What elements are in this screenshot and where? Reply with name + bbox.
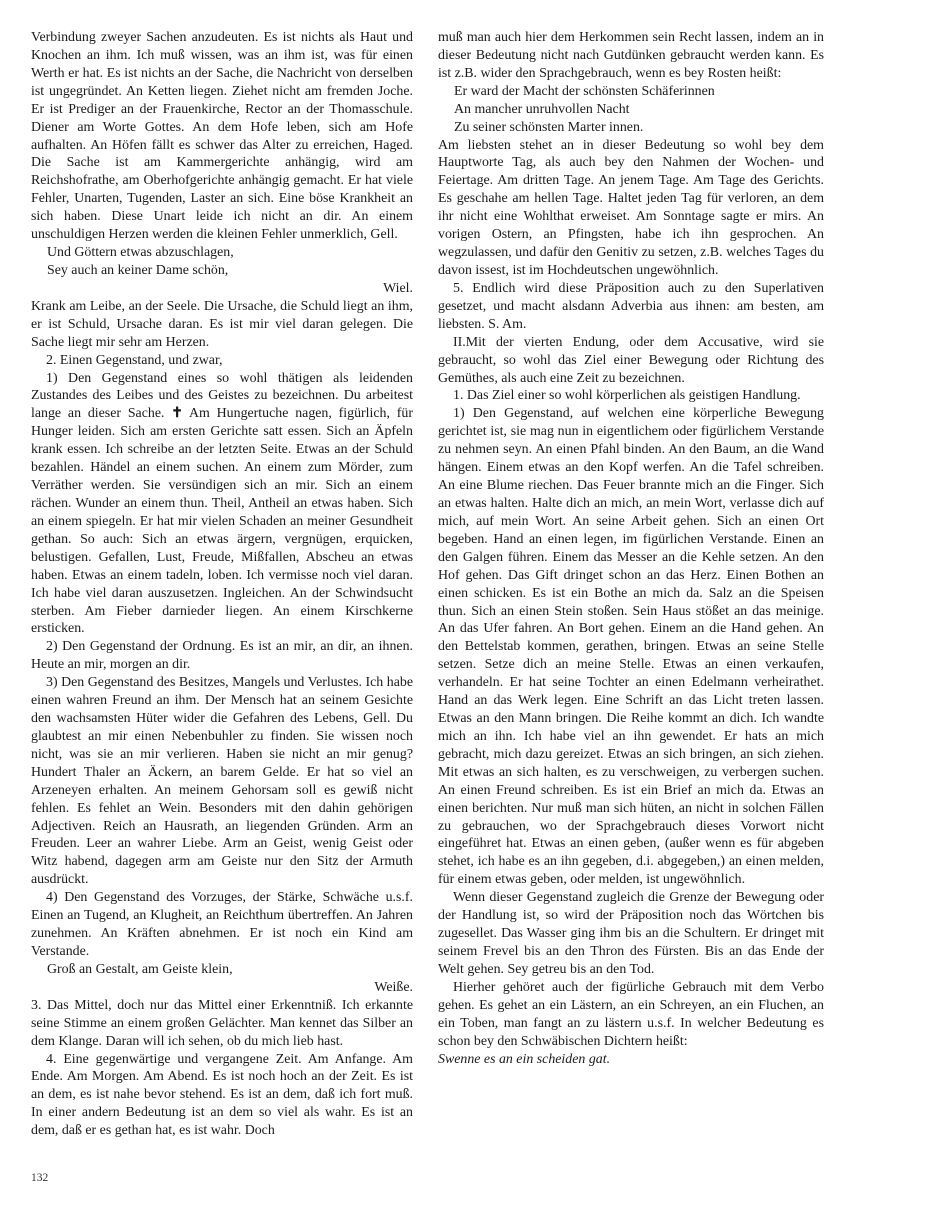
paragraph [438,979,824,1069]
verse-line: Sey auch an keiner Dame schön, [47,262,229,278]
right-column [438,29,824,1068]
page-number: 132 [31,1172,49,1184]
paragraph: 4) Den Gegenstand des Vorzuges, der Stärke, Schwäche u.s.f. Einen an Tugend, an Klugheit, an Reichthum übertreffen. An Jahren zunehmen. An Kräften abnehmen. Er ist noch ein Kind am Verstande. [31,890,413,960]
dagger-icon: ✝ [171,406,183,422]
paragraph: Am liebsten stehet an in dieser Bedeutung so wohl bey dem Hauptworte Tag, als auch bey den Nahmen der Wochen- und Feiertage. Am dritten Tage. An jenem Tage. Am Tage des Gerichts. Es geschahe am hellen Tage. Haltet jeden Tag für verloren, an dem ihr nicht eine Wohlthat erweiset. Am Sonntage sagte er mirs. An vorigen Ostern, an Pfingsten, habe ich ihn gesprochen. An wegzulassen, und dafür den Genitiv zu setzen, z.B. welches Tages du davon issest, ist im Hochdeutschen ungewöhnlich. [438,137,824,278]
paragraph: Krank am Leibe, an der Seele. Die Ursache, die Schuld liegt an ihm, er ist Schuld, Ursache daran. Es ist mir viel daran gelegen. Die Sache liegt mir sehr am Herzen. [31,298,413,350]
section-heading: 2. Einen Gegenstand, und zwar, [46,352,223,368]
paragraph: Verbindung zweyer Sachen anzudeuten. Es ist nichts als Haut und Knochen an ihm. Ich muß wissen, was an ihm ist, was für einen Werth er hat. Es ist nichts an der Sache, die Nachricht von derselben ist ungegründet. An Ketten liegen. Ziehet nicht am fremden Joche. Er ist Prediger an der Frauenkirche, Rector an der Thomasschule. Diener am Worte Gottes. An dem Hofe leben, sich am Hofe aufhalten. An Höfen fällt es schwer das Alter zu erreichen, Haged. Die Sache ist am Kammergerichte anhängig, wird am Reichshofrathe, am Oberhofgerichte anhängig gemacht. Er hat viele Fehler, Unarten, Tugenden, Laster an sich. Eine böse Krankheit an sich haben. Diese Unart leide ich nicht an dir. An einem unschuldigen Herzen werden die kleinen Fehler unmerklich, Gell. [31,30,413,243]
paragraph: 4. Eine gegenwärtige und vergangene Zeit. Am Anfange. Am Ende. Am Morgen. Am Abend. Es ist noch hoch an der Zeit. Es ist an dem, es ist nahe bevor stehend. Es ist an dem, daß ich fort muß. In einer andern Bedeutung ist an dem so viel als wahr. Es ist an dem, daß er es gethan hat, es ist wahr. Doch [31,1051,413,1139]
paragraph: 1) Den Gegenstand, auf welchen eine körperliche Bewegung gerichtet ist, sie mag nun in eigentlichem oder figürlichem Verstande zu nehmen seyn. An einen Pfahl binden. An den Baum, an die Wand hängen. Einem etwas an den Kopf werfen. An die Tafel schreiben. An eine Blume riechen. Das Feuer brannte mich an die Finger. Sich an etwas halten. Halte dich an mich, an mein Wort, verlasse dich auf mich, auf mein Wort. An seine Arbeit gehen. Sich an einen Ort begeben. Hand an einen legen, im figürlichen Verstande. Einen an den Galgen führen. Einem das Messer an die Kehle setzen. An den Hof gehen. Das Gift dringet schon an das Herz. Einen Bothen an einen schicken. Es ist ein Bothe an mich da. Salz an die Speisen thun. Sich an einen Stein stoßen. Sein Haus stößet an das meinige. An das Ufer fahren. An Bort gehen. Einem an die Hand gehen. An den Bettelstab kommen, gerathen, bringen. Etwas an seine Stelle setzen. Setze dich an meine Stelle. Etwas an einen verkaufen, verhandeln. Er hat seine Tochter an einen Edelmann verheirathet. Hand an das Werk legen. Eine Schrift an das Licht treten lassen. Etwas an den Mann bringen. Die Reihe kommt an dich. Ich wandte mich an ihn. Ich habe viel an ihn gewendet. Er hats an mich gebracht, mich dazu gereizet. Etwas an sich bringen, an sich ziehen. Mit etwas an sich halten, es zu verschweigen, zu verbergen suchen. An einen Freund schreiben. Es ist ein Brief an mich da. Etwas an einen berichten. Nur muß man sich hüten, an nicht in solchen Fällen zu gebrauchen, wo der Sprachgebrauch dieses Vorwort nicht eingeführet hat. Etwas an einen geben, (außer wenn es für abgeben stehet, ich habe es an ihn gegeben, d.i. abgegeben,) an einen melden, für einem etwas geben, oder melden, ist ungewöhnlich. [438,406,824,888]
verse-line: An mancher unruhvollen Nacht [454,101,630,117]
verse-attribution: Weiße. [374,979,413,995]
paragraph: 3) Den Gegenstand des Besitzes, Mangels und Verlustes. Ich habe einen wahren Freund an ihm. Der Mensch hat an seinem Gesichte den wachsamsten Hüter wider die Gefahren des Lebens, Gell. Du glaubtest an mir einen Nebenbuhler zu finden. Sie wissen noch nicht, was sie an mir verlieren. Haben sie nicht an mir genug? Hundert Thaler an Äckern, an barem Gelde. Er hat so viel an Arzeneyen erhalten. An meinem Gehorsam soll es gewiß nicht fehlen. Es fehlet an Wein. Besonders mit den dahin gehörigen Adjectiven. Reich an Hausrath, an liegenden Gründen. Arm an Freuden. Leer an wahrer Liebe. Arm an Geist, wenig Geist oder Witz habend, dagegen arm am Geiste nur den Sitz der Armuth ausdrückt. [31,675,413,888]
paragraph: 2) Den Gegenstand der Ordnung. Es ist an mir, an dir, an ihnen. Heute an mir, morgen an dir. [31,639,413,673]
paragraph-text: Hierher gehöret auch der figürliche Gebrauch mit dem Verbo gehen. Es gehet an ein Lästern, an ein Schreyen, an ein Fluchen, an ein Toben, man fangt an zu lästern u.s.f. In welcher Bedeutung es schon bey den Schwäbischen Dichtern heißt: [438,979,824,1049]
verse-line: Zu seiner schönsten Marter innen. [454,119,644,135]
paragraph-text: 1) Den Gegenstand eines so wohl thätigen als leidenden Zustandes des Leibes und des Geistes zu bezeichnen. Du arbeitest lange an dieser Sache. [31,370,413,422]
paragraph: 3. Das Mittel, doch nur das Mittel einer Erkenntniß. Ich erkannte seine Stimme an einem großen Gelächter. Man kennet das Silber an dem Klange. Daran will ich sehen, ob du mich lieb hast. [31,997,413,1049]
verse-line: Er ward der Macht der schönsten Schäferinnen [454,83,715,99]
paragraph: 5. Endlich wird diese Präposition auch zu den Superlativen gesetzet, und macht alsdann Adverbia aus ihnen: am besten, am liebsten. S. Am. [438,280,824,332]
verse-line: Groß an Gestalt, am Geiste klein, [47,961,233,977]
paragraph [31,370,413,639]
paragraph: muß man auch hier dem Herkommen sein Recht lassen, indem an in dieser Bedeutung nicht nach Gutdünken gebraucht werden kann. Es ist z.B. wider den Sprachgebrauch, wenn es bey Rosten heißt: [438,30,824,81]
verse-attribution: Wiel. [383,280,413,296]
paragraph: Wenn dieser Gegenstand zugleich die Grenze der Bewegung oder der Handlung ist, so wird der Präposition noch das Wörtchen bis zugesellet. Das Wasser ging ihm bis an die Schultern. Er dringet mit seinem Frevel bis an den Thron des Fürsten. Bis an das Ende der Welt gehen. Sey getreu bis an den Tod. [438,890,824,977]
paragraph-text: Am Hungertuche nagen, figürlich, für Hunger leiden. Sich am ersten Gerichte satt essen. Sich an Äpfeln krank essen. Ich schreibe an der letzten Seite. Etwas an der Schuld bezahlen. Händel an einem suchen. An einem zum Mörder, zum Verräther werden. Sie versündigen sich an mir. Sich an einem rächen. Wunder an einem thun. Theil, Antheil an etwas haben. Sich an einem spiegeln. Er hat mir vielen Schaden an meiner Gesundheit gethan. So auch: Sich an etwas ärgern, vergnügen, erquicken, belustigen. Gefallen, Lust, Freude, Mißfallen, Abscheu an etwas haben. Etwas an einem tadeln, loben. Ich vermisse noch viel daran. Ich habe viel daran auszusetzen. Ingleichen. An der Schwindsucht sterben. Am Fieber darnieder liegen. An einem Kirschkerne ersticken. [31,406,413,637]
paragraph: II.Mit der vierten Endung, oder dem Accusative, wird sie gebraucht, so wohl das Ziel einer Bewegung oder Richtung des Gemüthes, als auch eine Zeit zu bezeichnen. [438,334,824,386]
section-heading: 1. Das Ziel einer so wohl körperlichen als geistigen Handlung. [453,388,801,404]
quotation-italic: Swenne es an ein scheiden gat. [438,1051,611,1067]
left-column [31,29,413,1140]
verse-line: Und Göttern etwas abzuschlagen, [47,245,234,261]
